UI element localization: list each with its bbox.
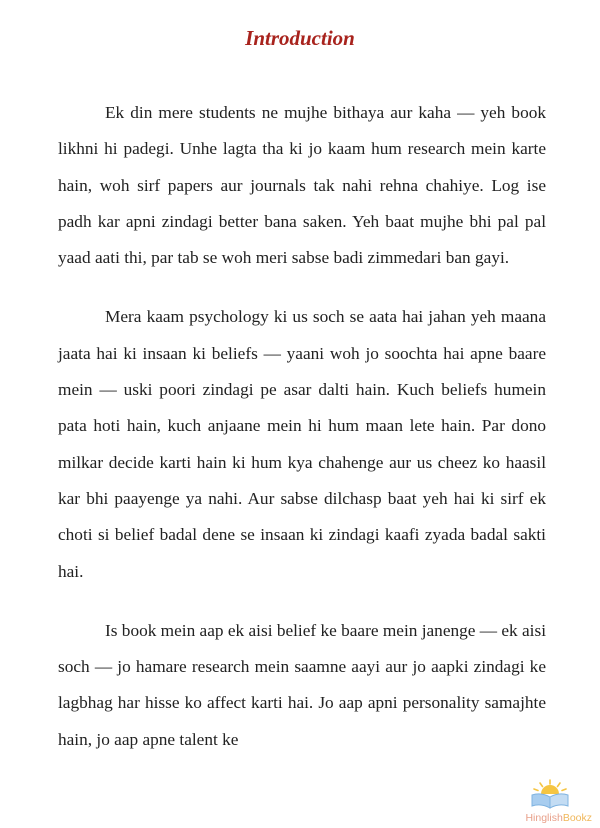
paragraph: Ek din mere students ne mujhe bithaya aur kaha — yeh book likhni hi padegi. Unhe lagta tha ki jo kaam hum research mein karte hain, woh sirf papers aur journals tak nahi rehna chahiye. Log ise padh kar apni zindagi better bana saken. Yeh baat mujhe bhi pal pal yaad aati thi, par tab se woh meri sabse badi zimmedari ban gayi. xyxy=(58,103,546,268)
watermark-brand-part1: Hinglish xyxy=(525,812,563,824)
watermark-brand-part2: Bookz xyxy=(562,812,592,824)
paragraph: Is book mein aap ek aisi belief ke baare mein janenge — ek aisi soch — jo hamare research mein saamne aayi aur jo aapki zindagi ke lagbhag har hisse ko affect karti hai. Jo aap apni personality samajhte hain, jo aap apne talent ke xyxy=(58,620,546,749)
watermark-text xyxy=(525,812,592,824)
page-title: Introduction xyxy=(245,26,355,50)
page-body xyxy=(58,95,546,781)
paragraph: Mera kaam psychology ki us soch se aata hai jahan yeh maana jaata hai ki insaan ki beliefs — yaani woh jo soochta hai apne baare mein — uski poori zindagi pe asar dalti hain. Kuch beliefs humein pata hoti hain, kuch anjaane mein hi hum maan lete hain. Par dono milkar decide karti hain ki hum kya chahenge aur us cheez ko haasil kar bhi paayenge ya nahi. Aur sabse dilchasp baat yeh hai ki sirf ek choti si belief badal dene se insaan ki zindagi kaafi zyada badal sakti hai. xyxy=(58,307,546,581)
open-book-sun-icon xyxy=(526,778,574,810)
publisher-watermark xyxy=(506,778,592,824)
